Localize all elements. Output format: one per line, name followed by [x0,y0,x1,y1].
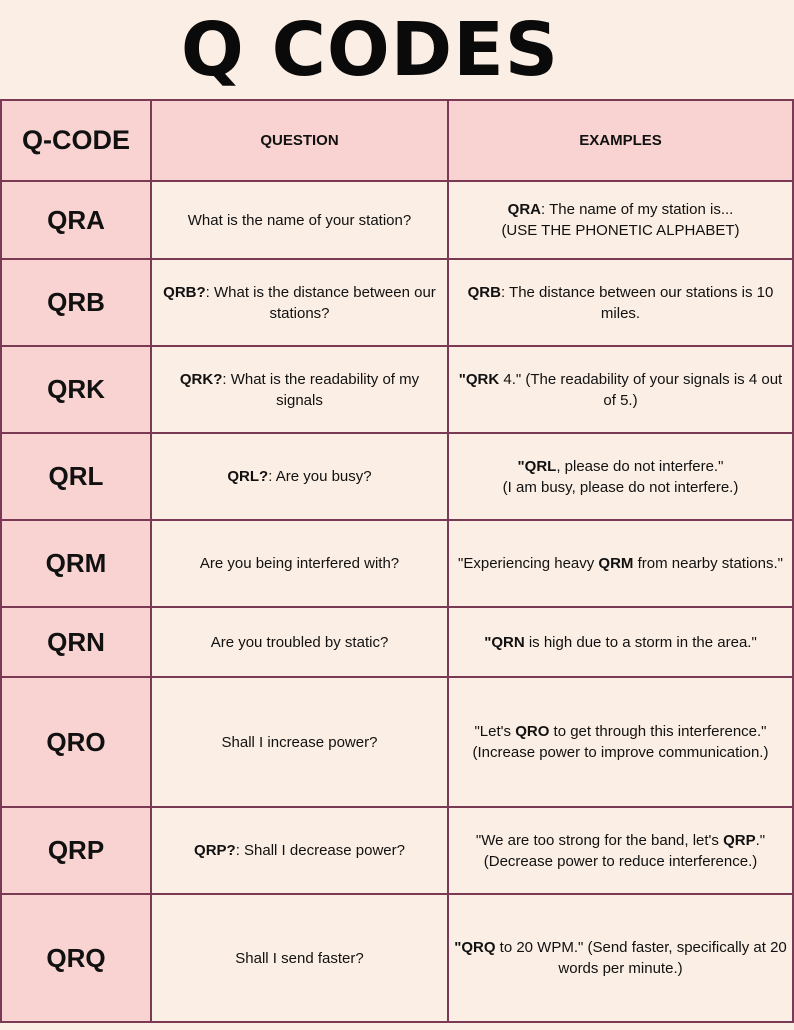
question-cell [151,181,448,259]
example-cell [448,894,793,1022]
question-text: Shall I send faster? [235,949,364,967]
example-text: (Decrease power to reduce interference.) [483,852,758,870]
question-code-bold: QRP? [194,842,236,859]
table-body [1,181,793,1022]
question-cell [151,894,448,1022]
q-code-cell: QRA [1,181,151,259]
question-text: What is the name of your station? [187,211,412,229]
question-text: : Are you busy? [268,468,372,485]
question-code-bold: QRB? [163,283,206,301]
q-code-cell: QRO [1,677,151,807]
example-cell [448,677,793,807]
example-text: is high due to a storm in the area." [524,633,757,651]
example-text: : The distance between our stations is 10 miles. [500,283,774,322]
example-text: "Let's [474,723,516,740]
question-text: : What is the distance between our stations? [205,283,436,322]
example-code-bold: QRA [507,201,542,218]
example-text: "Experiencing heavy [458,555,599,572]
example-text: 4." (The readability of your signals is 4 out of 5.) [499,370,783,409]
page-title: Q CODES [180,7,560,93]
example-cell [448,181,793,259]
example-cell [448,433,793,520]
table-row [1,346,793,433]
example-code-bold: "QRN [484,633,525,651]
table-row [1,677,793,807]
example-code-bold: QRO [515,723,550,740]
table-header-row [1,100,793,181]
question-code-bold: QRK? [179,370,223,388]
example-code-bold: QRP [723,831,756,849]
table-row [1,520,793,607]
table-row [1,607,793,677]
table-row [1,433,793,520]
header-examples: EXAMPLES [448,100,793,181]
example-cell [448,259,793,346]
question-cell [151,607,448,677]
example-text: , please do not interfere." [556,457,724,475]
q-code-cell: QRN [1,607,151,677]
example-text: : The name of my station is... [541,201,734,218]
question-text: : What is the readability of my signals [222,370,420,409]
table-row [1,894,793,1022]
example-text: (USE THE PHONETIC ALPHABET) [501,222,740,239]
table-row [1,181,793,259]
example-text: (I am busy, please do not interfere.) [502,478,739,496]
question-cell [151,807,448,894]
question-text: : Shall I decrease power? [235,842,405,859]
question-cell [151,346,448,433]
example-cell [448,346,793,433]
example-code-bold: "QRL [517,457,557,475]
example-text: "We are too strong for the band, let's [475,831,724,849]
question-code-bold: QRL? [227,468,269,485]
example-code-bold: QRM [598,555,634,572]
example-cell [448,807,793,894]
header-question: QUESTION [151,100,448,181]
question-cell [151,520,448,607]
question-text: Are you being interfered with? [199,555,400,572]
q-code-cell: QRP [1,807,151,894]
example-text: to 20 WPM." (Send faster, specifically at 20 words per minute.) [495,939,787,977]
q-code-cell: QRM [1,520,151,607]
question-text: Shall I increase power? [221,733,378,751]
question-text: Are you troubled by static? [210,633,389,651]
q-code-cell: QRQ [1,894,151,1022]
example-text: ." [755,831,766,849]
example-text: from nearby stations." [633,555,783,572]
table-row [1,259,793,346]
example-cell [448,607,793,677]
example-code-bold: "QRK [458,370,500,388]
q-code-cell: QRB [1,259,151,346]
question-cell [151,259,448,346]
example-cell [448,520,793,607]
q-codes-table [0,99,794,1023]
question-cell [151,677,448,807]
table-row [1,807,793,894]
example-code-bold: QRB [467,283,501,301]
header-q-code: Q-CODE [1,100,151,181]
q-code-cell: QRK [1,346,151,433]
example-text: (Increase power to improve communication.) [472,744,769,761]
question-cell [151,433,448,520]
example-text: to get through this interference." [549,723,767,740]
q-code-cell: QRL [1,433,151,520]
example-code-bold: "QRQ [454,939,496,956]
